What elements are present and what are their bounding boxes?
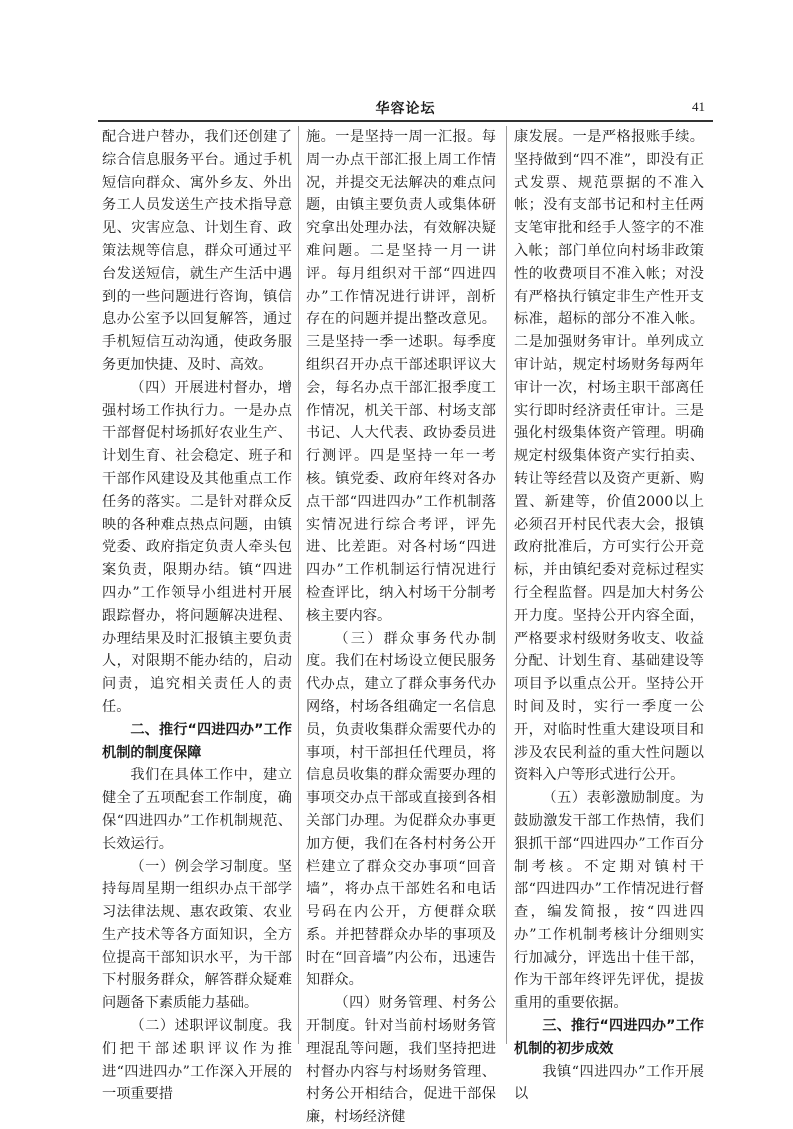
paragraph: （四）财务管理、村务公开制度。针对当前村场财务管理混乱等问题，我们坚持把进村督办内容与村场财务管理、村务公开相结合，促进干部保廉，村场经济健 <box>306 995 496 1126</box>
journal-title: 华容论坛 <box>375 101 436 117</box>
column-divider-1 <box>298 126 299 1044</box>
paragraph: 康发展。一是严格报账手续。坚持做到“四不准”，即没有正式发票、规范票据的不准入帐；没有支部书记和村主任两支笔审批和经手人签字的不准入帐；部门单位向村场非政策性的收费项目不准入帐；对没有严格执行镇定非生产性开支标准，超标的部分不准入帐。二是加强财务审计。单列成立审计站，规定村场财务每两年审计一次，村场主职干部离任实行即时经济责任审计。三是强化村级集体资产管理。明确规定村级集体资产实行拍卖、转让等经营以及资产更新、购置、新建等，价值2000以上必须召开村民代表大会，报镇政府批准后，方可实行公开竞标，并由镇纪委对竞标过程实行全程监督。四是加大村务公开力度。坚持公开内容全面，严格要求村级财务收支、收益分配、计划生育、基础建设等项目予以重点公开。坚持公开时间及时，实行一季度一公开，对临时性重大建设项目和涉及农民利益的重大性问题以资料入户等形式进行公开。 <box>514 129 704 784</box>
paragraph: 配合进户替办，我们还创建了综合信息服务平台。通过手机短信向群众、寓外乡友、外出务工人员发送生产技术指导意见、灾害应急、计划生育、政策法规等信息，群众可通过平台发送短信，就生产生活中遇到的一些问题进行咨询，镇信息办公室予以回复解答，通过手机短信互动沟通，使政务服务更加快捷、及时、高效。 <box>102 129 292 373</box>
section-heading-3: 三、推行“四进四办”工作机制的初步成效 <box>514 1018 704 1057</box>
paragraph: （五）表彰激励制度。为鼓励激发干部工作热情，我们狠抓干部“四进四办”工作百分制考核。不定期对镇村干部“四进四办”工作情况进行督查，编发简报，按“四进四办”工作机制考核计分细则实行加减分，评选出十佳干部，作为干部年终评先评优，提拔重用的重要依据。 <box>514 790 704 1012</box>
section-heading-2: 二、推行“四进四办”工作机制的制度保障 <box>102 721 292 761</box>
text-column-1 <box>102 126 292 1106</box>
paragraph: 我们在具体工作中，建立健全了五项配套工作制度，确保“四进四办”工作机制规范、长效运行。 <box>102 767 292 852</box>
paragraph: （四）开展进村督办，增强村场工作执行力。一是办点干部督促村场抓好农业生产、计划生育、社会稳定、班子和干部作风建设及其他重点工作任务的落实。二是针对群众反映的各种难点热点问题，由镇党委、政府指定负责人牵头包案负责，限期办结。镇“四进四办”工作领导小组进村开展跟踪督办，将问题解决进程、办理结果及时汇报镇主要负责人，对限期不能办结的，启动问责，追究相关责任人的责任。 <box>102 379 292 715</box>
paragraph: （一）例会学习制度。坚持每周星期一组织办点干部学习法律法规、惠农政策、农业生产技术等各方面知识，全方位提高干部知识水平，为干部下村服务群众，解答群众疑难问题备下素质能力基础。 <box>102 858 292 1012</box>
paragraph: 施。一是坚持一周一汇报。每周一办点干部汇报上周工作情况，并提交无法解决的难点问题，由镇主要负责人或集体研究拿出处理办法，有效解决疑难问题。二是坚持一月一讲评。每月组织对干部“四进四办”工作情况进行讲评，剖析存在的问题并提出整改意见。三是坚持一季一述职。每季度组织召开办点干部述职评议大会，每名办点干部汇报季度工作情况，机关干部、村场支部书记、人大代表、政协委员进行测评。四是坚持一年一考核。镇党委、政府年终对各办点干部“四进四办”工作机制落实情况进行综合考评，评先进、比差距。对各村场“四进四办”工作机制运行情况进行检查评比，纳入村场干分制考核主要内容。 <box>306 129 496 624</box>
text-column-2 <box>306 126 496 1129</box>
header-rule <box>98 120 713 122</box>
paragraph: （三）群众事务代办制度。我们在村场设立便民服务代办点，建立了群众事务代办网络，村场各组确定一名信息员，负责收集群众需要代办的事项，村干部担任代理员，将信息员收集的群众需要办理的事项交办点干部或直接到各相关部门办理。为促群众办事更加方便，我们在各村村务公开栏建立了群众交办事项“回音墙”，将办点干部姓名和电话号码在内公开，方便群众联系。并把替群众办毕的事项及时在“回音墙”内公布，迅速告知群众。 <box>306 630 496 989</box>
paragraph: （二）述职评议制度。我们把干部述职评议作为推进“四进四办”工作深入开展的一项重要措 <box>102 1018 292 1103</box>
page-number: 41 <box>692 99 705 114</box>
paragraph: 我镇“四进四办”工作开展以 <box>514 1063 704 1103</box>
column-divider-2 <box>506 126 507 1044</box>
text-column-3 <box>514 126 704 1106</box>
page-header <box>98 96 713 122</box>
